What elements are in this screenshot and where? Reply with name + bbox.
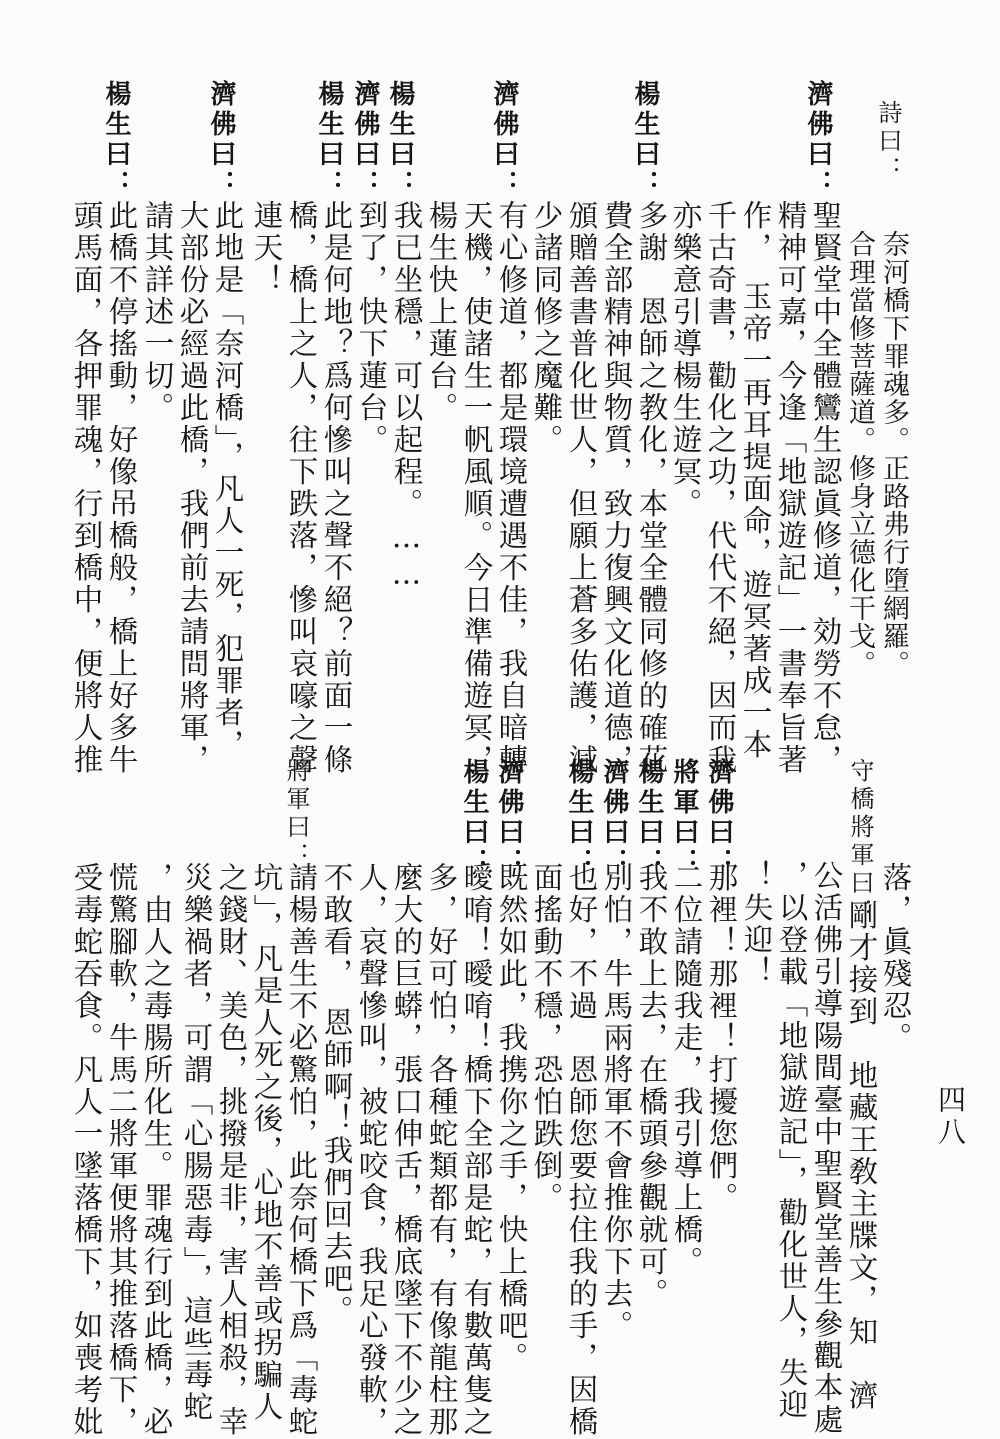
text-line: 面搖動不穩，恐怕跌倒。	[529, 862, 564, 1214]
poem-line: 奈河橋下罪魂多。正路弗行墮網羅。	[878, 230, 909, 678]
speaker-label: 楊生曰：	[564, 758, 594, 878]
text-line: 到了，快下蓮台。	[354, 200, 389, 456]
speaker-label: 將軍曰：	[669, 758, 699, 878]
speaker-label: 濟佛曰：	[803, 80, 833, 200]
text-line: 之錢財、美色，挑撥是非，害人相殺，幸	[214, 862, 249, 1438]
text-line: 公活佛引導陽間臺中聖賢堂善生參觀本處	[809, 860, 844, 1436]
text-line: ，由人之毒腸所化生。罪魂行到此橋，必	[139, 862, 174, 1438]
text-line: 坑」，凡是人死之後，心地不善或拐騙人	[249, 862, 284, 1424]
speaker-label: 楊生曰：	[459, 758, 489, 878]
text-line: 大部份必經過此橋，我們前去請問將軍，	[175, 200, 210, 776]
text-line: 少諸同修之魔難。	[529, 200, 564, 456]
speaker-label: 楊生曰：	[634, 758, 664, 878]
text-line: 千古奇書，勸化之功，代代不絕，因而我	[703, 200, 738, 776]
text-line: 不敢看， 恩師啊！我們回去吧。	[319, 862, 354, 1328]
text-line: 人，哀聲慘叫，被蛇咬食，我足心發軟，	[354, 862, 389, 1438]
text-line: 多謝 恩師之教化，本堂全體同修的確花	[634, 200, 669, 776]
speaker-label: 濟佛曰：	[350, 80, 380, 200]
text-line: 連天！	[249, 200, 284, 296]
speaker-label: 濟佛曰：	[599, 758, 629, 878]
text-line: 慌驚腳軟，牛馬二將軍便將其推落橋下，	[104, 862, 139, 1438]
text-line: 也好，不過 恩師您要拉住我的手，因橋	[564, 862, 599, 1438]
text-line: 請其詳述一切。	[140, 200, 175, 424]
text-line: 剛才接到 地藏王敎主牒文，知 濟	[844, 900, 879, 1412]
text-line: 聖賢堂中全體鸞生認眞修道，効勞不怠，	[808, 200, 843, 776]
text-line: 有心修道，都是環境遭遇不佳，我自暗轉	[494, 200, 529, 776]
text-line: 橋，橋上之人，往下跌落，慘叫哀嚎之聲	[284, 200, 319, 776]
text-line: 既然如此，我携你之手，快上橋吧。	[494, 862, 529, 1374]
text-line: 精神可嘉，今逢「地獄遊記」一書奉旨著	[773, 200, 808, 776]
speaker-label: 濟佛曰：	[704, 758, 734, 878]
text-line: 那裡！那裡！打擾您們。	[704, 862, 739, 1214]
speaker-label: 楊生曰：	[101, 80, 131, 200]
speaker-label: 守橋將軍曰：	[846, 758, 874, 926]
text-line: 頒贈善書普化世人，但願上蒼多佑護，減	[564, 200, 599, 776]
speaker-label: 楊生曰：	[630, 80, 660, 200]
speaker-label: 楊生曰：	[314, 80, 344, 200]
page-number: 四八	[934, 1085, 967, 1149]
text-line: 災樂禍者，可謂「心腸惡毒」，這些毒蛇	[179, 862, 214, 1424]
text-line: 多，好可怕，各種蛇類都有，有像龍柱那	[424, 862, 459, 1438]
speaker-label: 濟佛曰：	[489, 80, 519, 200]
speaker-label: 濟佛曰：	[206, 80, 236, 200]
text-line: 此橋不停搖動，好像吊橋般，橋上好多牛	[104, 200, 139, 776]
speaker-label: 濟佛曰：	[494, 758, 524, 878]
text-line: 楊生快上蓮台。	[424, 200, 459, 424]
text-line: 頭馬面，各押罪魂，行到橋中，便將人推	[69, 200, 104, 776]
text-line: 受毒蛇吞食。凡人一墜落橋下，如喪考妣	[69, 862, 104, 1438]
text-line: 亦樂意引導楊生遊冥。	[668, 200, 703, 520]
text-line: 曖唷！曖唷！橋下全部是蛇，有數萬隻之	[459, 862, 494, 1438]
text-line: 作， 玉帝一再耳提面命，遊冥著成一本	[738, 200, 773, 762]
text-line: 別怕，牛馬兩將軍不會推你下去。	[599, 862, 634, 1342]
text-line: ，以登載「地獄遊記」，勸化世人，失迎	[774, 860, 809, 1422]
text-line: 落，眞殘忍。	[878, 862, 913, 1054]
speaker-label: 詩曰：	[874, 100, 902, 184]
text-line: 二位請隨我走，我引導上橋。	[669, 862, 704, 1278]
text-line: 天機，使諸生一帆風順。今日準備遊冥，	[459, 200, 494, 776]
text-line: 我已坐穩，可以起程。……	[389, 200, 424, 593]
text-line: 請楊善生不必驚怕，此奈何橋下爲「毒蛇	[284, 862, 319, 1438]
poem-line: 合理當修菩薩道。修身立德化干戈。	[844, 230, 875, 678]
text-line: 此是何地？爲何慘叫之聲不絕？前面一條	[319, 200, 354, 776]
speaker-label: 將軍曰：	[282, 758, 310, 870]
text-line: ！失迎！	[739, 860, 774, 988]
speaker-label: 楊生曰：	[385, 80, 415, 200]
text-line: 我不敢上去，在橋頭參觀就可。	[634, 862, 669, 1310]
text-line: 麼大的巨蟒，張口伸舌，橋底墜下不少之	[389, 862, 424, 1438]
text-line: 此地是「奈河橋」，凡人一死，犯罪者，	[210, 200, 245, 762]
text-line: 費全部精神與物質，致力復興文化道德，	[599, 200, 634, 776]
